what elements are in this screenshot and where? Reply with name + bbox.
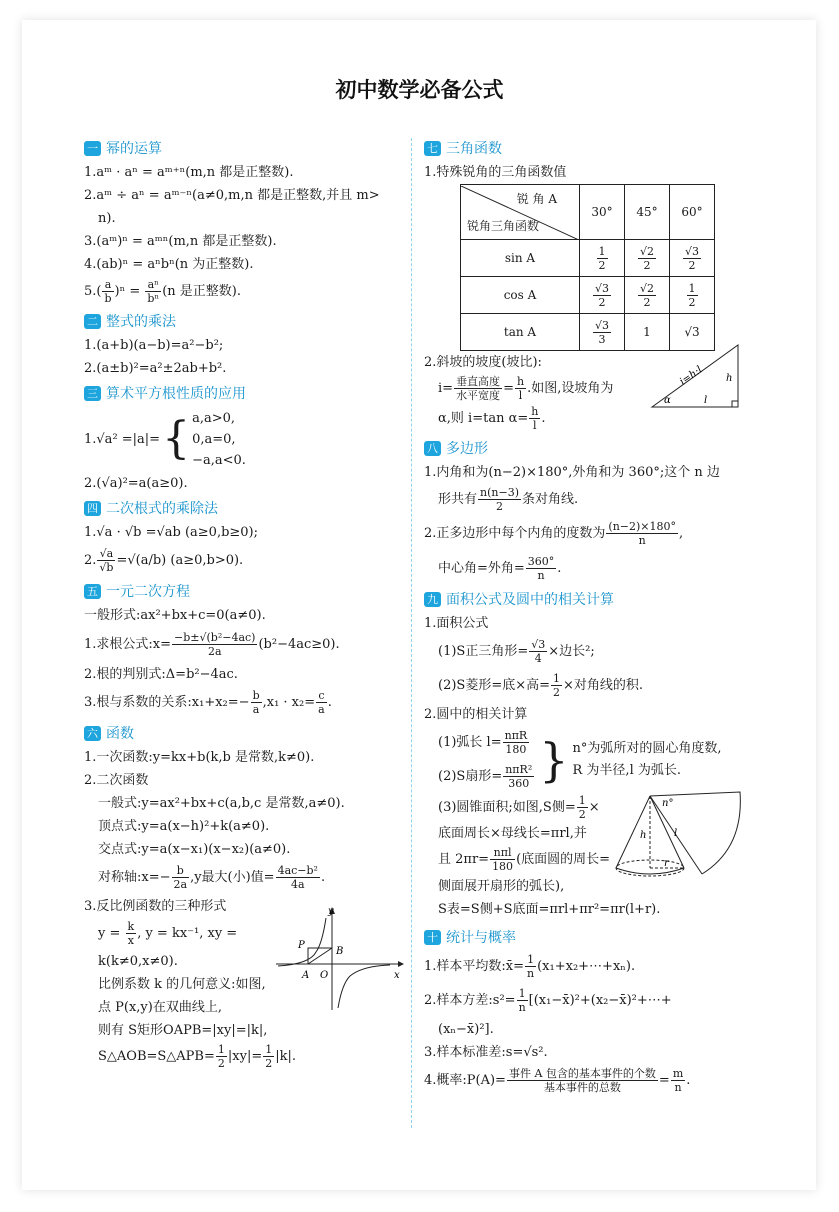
arc-sector-block (424, 726, 744, 794)
corner-header-top: 锐 角 A (516, 192, 557, 206)
fraction (97, 547, 115, 574)
fraction (503, 729, 530, 756)
fraction (316, 689, 327, 716)
fraction (507, 1067, 658, 1094)
section-header-powers (84, 137, 404, 159)
section-number-badge: 三 (84, 386, 101, 401)
fraction (529, 638, 547, 665)
piecewise-formula (84, 406, 404, 472)
text: i= (438, 381, 454, 396)
text: , y = kx⁻¹, xy = (137, 926, 238, 941)
denominator: l (518, 389, 523, 402)
formula-line: S表=S侧+S底面=πrl+πr²=πr(l+r). (438, 902, 661, 917)
text: 2. (84, 553, 97, 568)
denominator: 2a (207, 645, 222, 658)
numerator: √2 (639, 281, 654, 295)
text: 5.( (84, 284, 102, 299)
formula-line: 顶点式:y=a(x−h)²+k(a≠0). (98, 819, 270, 834)
formula-line: 一般形式:ax²+bx+c=0(a≠0). (84, 608, 266, 623)
section-number-badge: 四 (84, 501, 101, 516)
angle-label: α (664, 395, 671, 406)
text: 条对角线. (521, 492, 579, 507)
numerator: h (531, 405, 539, 418)
formula-line (424, 484, 744, 516)
numerator: 1 (688, 281, 696, 295)
fraction (526, 555, 557, 582)
text: 4.概率:P(A)= (424, 1073, 506, 1088)
numerator: 1 (525, 953, 536, 967)
numerator: √3 (531, 638, 546, 651)
case: −a,a<0. (192, 452, 246, 468)
denominator: a (318, 703, 325, 716)
numerator: nπR² (505, 763, 533, 776)
formula-line (84, 1042, 404, 1072)
table-cell (670, 277, 715, 314)
text: ×边长²; (548, 644, 595, 659)
formula-line: 底面周长×母线长=πrl,并 (438, 826, 587, 841)
section-header-area-circle (424, 588, 744, 610)
denominator: n (527, 967, 535, 980)
numerator: 1 (217, 1043, 225, 1056)
section-header-quadratic (84, 580, 404, 602)
text: 对称轴:x=− (98, 870, 171, 885)
fraction (606, 520, 678, 547)
case: a,a>0, (192, 410, 236, 426)
table-cell (580, 314, 625, 351)
numerator: nπl (490, 846, 515, 860)
brace: { (162, 413, 191, 464)
text: 形共有 (438, 492, 478, 507)
cone-height-label: h (640, 830, 647, 841)
denominator: 2 (598, 258, 606, 272)
corner-header-bottom: 锐角三角函数 (467, 219, 540, 233)
section-header-radicals (84, 497, 404, 519)
table-row (461, 277, 715, 314)
slope-triangle-figure (650, 341, 742, 413)
denominator: 2 (265, 1057, 273, 1070)
slope-block (424, 351, 744, 435)
numerator: b (172, 864, 190, 878)
fraction (102, 278, 113, 305)
formula-line: 1.内角和为(n−2)×180°,外角和为 360°;这个 n 边 (424, 465, 720, 480)
table-corner-cell (461, 185, 580, 240)
table-cell (580, 240, 625, 277)
text: = (503, 381, 514, 396)
text: [(x₁−x̄)²+(x₂−x̄)²+⋯+ (528, 993, 672, 1008)
numerator: k (127, 920, 135, 933)
formula-line (424, 552, 744, 586)
table-cell (670, 240, 715, 277)
numerator: h (516, 375, 525, 388)
point-label-b: B (336, 946, 344, 957)
right-column (424, 135, 744, 1098)
fraction (216, 1043, 227, 1070)
numerator: 1 (517, 987, 528, 1001)
note: n°为弧所对的圆心角度数, (572, 741, 722, 756)
numerator: m (672, 1067, 684, 1080)
denominator: n (674, 1081, 682, 1094)
point-label-o: O (320, 970, 329, 981)
text: 2.正多边形中每个内角的度数为 (424, 526, 606, 541)
fraction (551, 672, 562, 699)
formula-line: 1.特殊锐角的三角函数值 (424, 165, 567, 180)
section-header-statistics (424, 926, 744, 948)
axis-label-x: x (394, 970, 400, 981)
fraction (276, 864, 320, 891)
denominator: 2 (217, 1057, 225, 1070)
formula-line: 2.根的判别式:Δ=b²−4ac. (84, 667, 238, 682)
formula-line: 1.aᵐ · aⁿ = aᵐ⁺ⁿ(m,n 都是正整数). (84, 165, 294, 180)
denominator: √b (99, 561, 114, 574)
angle-header: 30° (580, 185, 625, 240)
cone-block (424, 794, 744, 924)
point-label-p: P (298, 940, 305, 951)
text: (底面圆的周长= (516, 852, 611, 867)
text: |k|. (275, 1049, 296, 1064)
text: (2)S菱形=底×高= (438, 678, 550, 693)
hyperbola-graph (270, 904, 404, 1014)
text: )ⁿ = (114, 284, 145, 299)
fraction (503, 763, 534, 790)
section-header-trig (424, 137, 744, 159)
section-title: 三角函数 (446, 141, 502, 157)
denominator: bⁿ (147, 292, 160, 305)
text: 中心角=外角= (438, 561, 525, 576)
numerator: √a (97, 547, 115, 561)
row-header: sin A (461, 240, 580, 277)
numerator: √3 (594, 281, 609, 295)
denominator: n (537, 569, 545, 582)
formula-line (84, 276, 404, 308)
row-header: cos A (461, 277, 580, 314)
formula-line: 4.(ab)ⁿ = aⁿbⁿ(n 为正整数). (84, 257, 254, 272)
numerator: −b±√(b²−4ac) (174, 631, 256, 644)
section-number-badge: 八 (424, 441, 441, 456)
cases (192, 408, 246, 471)
formula-line: 2.圆中的相关计算 (424, 707, 528, 722)
row-header: tan A (461, 314, 580, 351)
fraction (517, 987, 528, 1014)
text: (1)S正三角形= (438, 644, 529, 659)
table-row (461, 240, 715, 277)
formula-line: 1.√a · √b =√ab (a≥0,b≥0); (84, 525, 259, 540)
text: =√(a/b) (a≥0,b>0). (116, 553, 244, 568)
text: 1.样本平均数:x̄= (424, 959, 525, 974)
section-title: 一元二次方程 (106, 584, 190, 600)
text: 1.√a² =|a|= (84, 431, 161, 447)
formula-line (84, 627, 404, 663)
formula-line (84, 861, 404, 895)
formula-line: 则有 S矩形OAPB=|xy|=|k|, (98, 1023, 268, 1038)
section-number-badge: 九 (424, 592, 441, 607)
fraction (529, 405, 540, 432)
fraction (263, 1043, 274, 1070)
section-title: 多边形 (446, 441, 488, 457)
denominator: 360 (508, 777, 530, 790)
angle-header: 45° (625, 185, 670, 240)
case: 0,a=0, (192, 431, 236, 447)
axis-label-y: y (328, 906, 334, 917)
brace: } (539, 733, 569, 787)
fraction (172, 631, 257, 658)
formula-line: 点 P(x,y)在双曲线上, (98, 1000, 222, 1015)
section-title: 幂的运算 (106, 141, 162, 157)
formula-line: 1.一次函数:y=kx+b(k,b 是常数,k≠0). (84, 750, 315, 765)
table-cell: √3 (670, 314, 715, 351)
cone-figure (610, 788, 744, 888)
section-title: 函数 (106, 726, 134, 742)
formula-line: 侧面展开扇形的弧长), (438, 879, 565, 894)
text: × (588, 800, 600, 815)
table-cell: 1 (625, 314, 670, 351)
denominator: 2 (553, 686, 560, 699)
formula-line: 2.二次函数 (84, 773, 149, 788)
numerator: √3 (684, 244, 699, 258)
text: = (658, 1073, 670, 1088)
denominator: 基本事件的总数 (543, 1081, 621, 1094)
section-title: 统计与概率 (446, 930, 516, 946)
text: S△AOB=S△APB= (98, 1049, 215, 1064)
denominator: 水平宽度 (456, 389, 501, 402)
section-header-polynomial (84, 310, 404, 332)
numerator: 360° (527, 555, 555, 568)
arc-sector-formulas (424, 726, 535, 794)
page-title: 初中数学必备公式 (335, 78, 504, 102)
formula-line: 3.(aᵐ)ⁿ = aᵐⁿ(m,n 都是正整数). (84, 234, 277, 249)
denominator: 4 (534, 652, 542, 665)
formula-line: 1.面积公式 (424, 616, 489, 631)
text: (1)弧长 l= (438, 735, 502, 750)
fraction (577, 794, 588, 821)
denominator: 180 (492, 860, 514, 873)
numerator: nπR (504, 729, 528, 742)
table-cell (625, 240, 670, 277)
trig-table (460, 184, 715, 351)
length-label: l (704, 395, 708, 406)
denominator: 3 (598, 332, 606, 346)
denominator: n (638, 534, 646, 547)
section-title: 二次根式的乘除法 (106, 501, 218, 517)
section-title: 面积公式及圆中的相关计算 (446, 592, 614, 608)
fraction (145, 278, 161, 305)
numerator: 1 (578, 794, 586, 807)
formula-line: 3.样本标准差:s=√s². (424, 1045, 548, 1060)
section-number-badge: 一 (84, 141, 101, 156)
text: . (557, 561, 562, 576)
formula-line: 交点式:y=a(x−x₁)(x−x₂)(a≠0). (98, 842, 291, 857)
column-divider (411, 138, 412, 1128)
denominator: b (104, 292, 112, 305)
denominator: 4a (290, 878, 305, 891)
numerator: aⁿ (145, 278, 161, 292)
text: (n 是正整数). (162, 284, 241, 299)
cone-slant-label: l (674, 828, 678, 839)
slope-ratio-label: i=h:l (677, 364, 705, 388)
text: (2)S扇形= (438, 769, 503, 784)
text: y = (98, 926, 125, 941)
section-number-badge: 六 (84, 726, 101, 741)
text: (b²−4ac≥0). (258, 637, 340, 652)
fraction (172, 864, 190, 891)
denominator: a (252, 703, 260, 716)
text: . (541, 411, 546, 426)
fraction (515, 375, 526, 402)
denominator: n (518, 1001, 526, 1014)
fraction (478, 486, 521, 513)
left-column (84, 135, 404, 1086)
section-number-badge: 七 (424, 141, 441, 156)
text: . (320, 870, 326, 885)
text: ,y最大(小)值= (190, 870, 275, 885)
fraction (490, 846, 515, 873)
text: ×对角线的积. (563, 678, 644, 693)
denominator: 2 (643, 295, 651, 309)
formula-line (424, 950, 744, 984)
fraction (525, 953, 536, 980)
text: 1.求根公式:x= (84, 637, 172, 652)
text: α,则 i=tan α= (438, 411, 529, 426)
formula-line (424, 635, 744, 669)
denominator: 2 (688, 295, 696, 309)
formula-line (424, 516, 744, 552)
cone-angle-label: n° (662, 798, 674, 809)
section-number-badge: 二 (84, 314, 101, 329)
section-header-sqrt (84, 382, 404, 404)
text: . (327, 695, 332, 710)
denominator: 2 (578, 808, 586, 821)
section-header-polygon (424, 437, 744, 459)
denominator: x (127, 934, 134, 947)
numerator: 垂直高度 (456, 375, 501, 388)
formula-line (424, 1064, 744, 1098)
height-label: h (726, 373, 733, 384)
numerator: a (102, 278, 113, 292)
point-label-a: A (302, 970, 310, 981)
formula-line: (xₙ−x̄)²]. (438, 1022, 494, 1037)
denominator: 2a (173, 878, 188, 891)
formula-line (84, 686, 404, 720)
formula-line: n). (98, 211, 116, 226)
text: . (686, 1073, 691, 1088)
section-title: 算术平方根性质的应用 (106, 386, 246, 402)
text: 且 2πr= (438, 852, 490, 867)
numerator: 4ac−b² (277, 864, 318, 877)
note: R 为半径,l 为弧长. (572, 763, 681, 778)
fraction (126, 920, 137, 947)
denominator: 180 (505, 743, 527, 756)
arc-notes (573, 738, 722, 782)
text: .如图,设坡角为 (527, 381, 614, 396)
numerator: √3 (594, 318, 609, 332)
numerator: c (316, 689, 327, 703)
numerator: 事件 A 包含的基本事件的个数 (508, 1067, 656, 1080)
fraction (251, 689, 262, 716)
numerator: 1 (598, 244, 606, 258)
formula-line: 2.斜坡的坡度(坡比): (424, 355, 542, 370)
formula-line: 2.(a±b)²=a²±2ab+b². (84, 361, 227, 376)
denominator: 2 (598, 295, 606, 309)
section-title: 整式的乘法 (106, 314, 176, 330)
formula-line: k(k≠0,x≠0). (98, 954, 178, 969)
text: , (679, 526, 684, 541)
fraction (671, 1067, 685, 1094)
formula-line: 1.(a+b)(a−b)=a²−b²; (84, 338, 224, 353)
numerator: n(n−3) (480, 486, 519, 499)
formula-line (424, 726, 535, 760)
numerator: b (252, 689, 260, 702)
numerator: (n−2)×180° (608, 520, 677, 533)
formula-line: 3.反比例函数的三种形式 (84, 899, 227, 914)
section-number-badge: 五 (84, 584, 101, 599)
section-number-badge: 十 (424, 930, 441, 945)
denominator: 2 (496, 500, 503, 513)
fraction (454, 375, 502, 402)
text: |xy|= (227, 1049, 263, 1064)
formula-line (84, 544, 404, 578)
table-cell (625, 277, 670, 314)
denominator: 2 (643, 258, 651, 272)
numerator: 1 (265, 1043, 273, 1056)
text: (3)圆锥面积;如图,S侧= (438, 800, 576, 815)
formula-line: 2.aᵐ ÷ aⁿ = aᵐ⁻ⁿ(a≠0,m,n 都是正整数,并且 m> (84, 188, 380, 203)
numerator: √2 (639, 244, 654, 258)
formula-line: 2.(√a)²=a(a≥0). (84, 476, 188, 491)
formula-line: 比例系数 k 的几何意义:如图, (98, 977, 266, 992)
angle-header: 60° (670, 185, 715, 240)
cone-radius-label: r (664, 858, 669, 869)
formula-line (424, 984, 744, 1018)
text: 3.根与系数的关系:x₁+x₂=− (84, 695, 250, 710)
formula-line (424, 760, 535, 794)
section-header-functions (84, 722, 404, 744)
table-cell (580, 277, 625, 314)
text: ,x₁ · x₂= (262, 695, 316, 710)
numerator: 1 (553, 672, 560, 685)
formula-line (424, 669, 744, 703)
text: 2.样本方差:s²= (424, 993, 516, 1008)
denominator: 2 (688, 258, 696, 272)
denominator: l (533, 419, 537, 432)
formula-line: 一般式:y=ax²+bx+c(a,b,c 是常数,a≠0). (98, 796, 345, 811)
text: (x₁+x₂+⋯+xₙ). (537, 959, 636, 974)
